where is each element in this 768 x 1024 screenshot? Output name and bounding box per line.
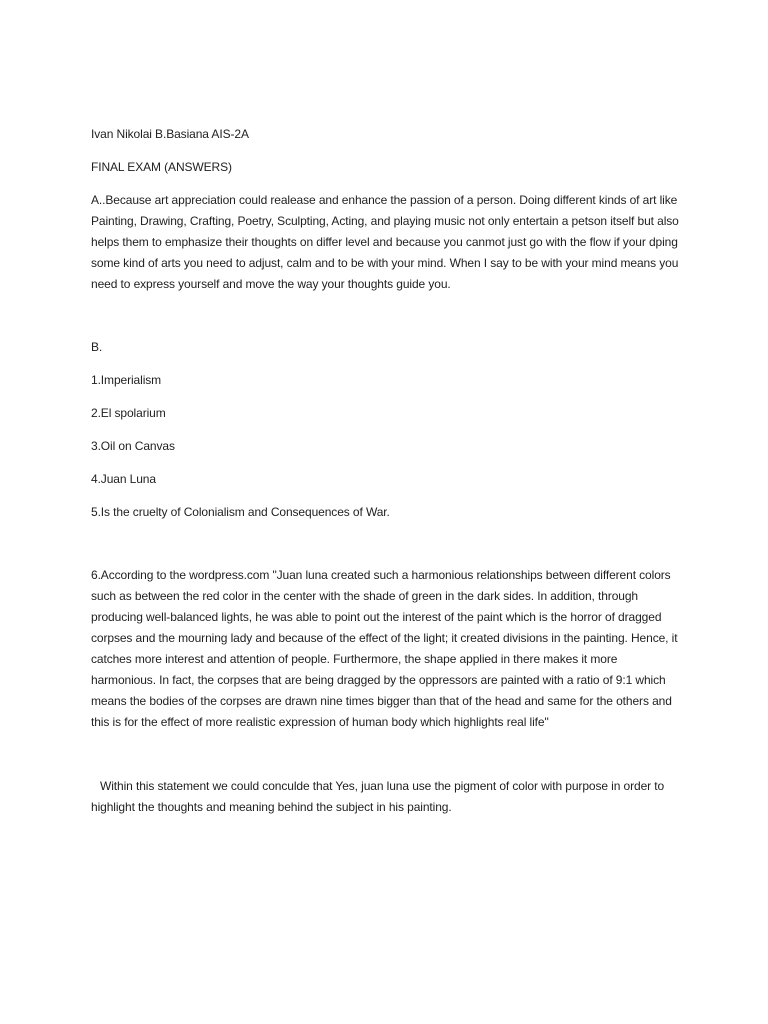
answer-b-item-3: 3.Oil on Canvas xyxy=(91,439,175,453)
conclusion-paragraph: Within this statement we could conculde that Yes, juan luna use the pigment of color with purpose in order to highlight the thoughts and meaning behind the subject in his painting. xyxy=(91,779,665,814)
section-b-label: B. xyxy=(91,340,103,354)
answer-b-item-4: 4.Juan Luna xyxy=(91,472,156,486)
author-line: Ivan Nikolai B.Basiana AIS-2A xyxy=(91,127,249,141)
answer-6-paragraph: 6.According to the wordpress.com "Juan luna created such a harmonious relationships between different colors such as between the red color in the center with the shade of green in the dark sides. In addition, through producing well-balanced lights, he was able to point out the interest of the paint which is the horror of dragged corpses and the mourning lady and because of the effect of the light; it created divisions in the painting. Hence, it catches more interest and attention of people. Furthermore, the shape applied in there makes it more harmonious. In fact, the corpses that are being dragged by the oppressors are painted with a ratio of 9:1 which means the bodies of the corpses are drawn nine times bigger than that of the head and same for the others and this is for the effect of more realistic expression of human body which highlights real life" xyxy=(91,568,678,729)
exam-title: FINAL EXAM (ANSWERS) xyxy=(91,160,232,174)
answer-b-item-1: 1.Imperialism xyxy=(91,373,162,387)
answer-a-paragraph: A..Because art appreciation could realease and enhance the passion of a person. Doing different kinds of art like Painting, Drawing, Crafting, Poetry, Sculpting, Acting, and playing music not only entertain a petson itself but also helps them to emphasize their thoughts on differ level and because you canmot just go with the flow if your dping some kind of arts you need to adjust, calm and to be with your mind. When I say to be with your mind means you need to express yourself and move the way your thoughts guide you. xyxy=(91,193,679,291)
document-body xyxy=(91,124,681,818)
answer-b-item-5: 5.Is the cruelty of Colonialism and Consequences of War. xyxy=(91,505,390,519)
answer-b-item-2: 2.El spolarium xyxy=(91,406,166,420)
